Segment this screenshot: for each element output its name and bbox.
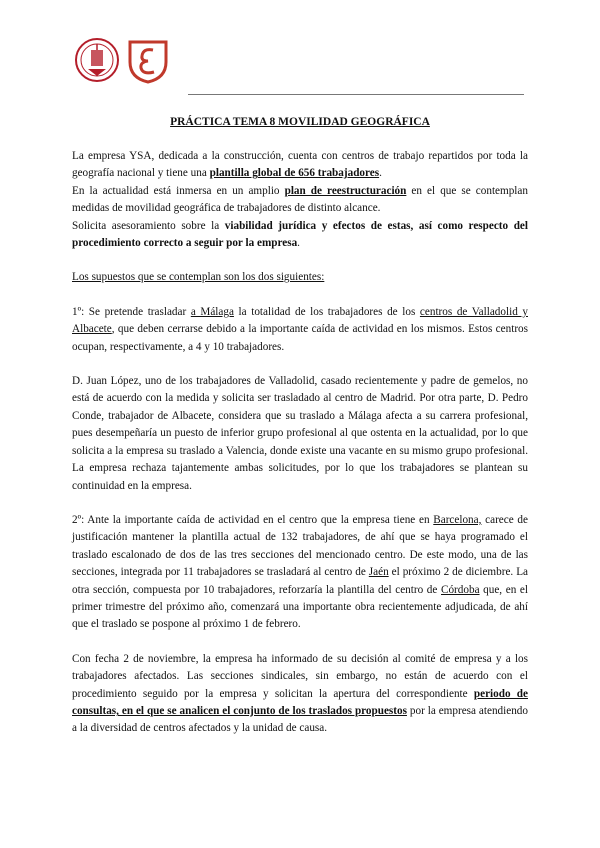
header-divider: [188, 94, 524, 95]
university-seal-icon: [74, 36, 120, 84]
page-title: PRÁCTICA TEMA 8 MOVILIDAD GEOGRÁFICA: [170, 116, 430, 128]
header-logos: [74, 36, 174, 86]
restructuring-highlight: plan de reestructuración: [284, 184, 407, 197]
consultation-highlight: periodo de consultas, en el que se analicen el conjunto de los traslados propuestos: [72, 687, 528, 717]
intro-paragraph-1: La empresa YSA, dedicada a la construcción, cuenta con centros de trabajo repartidos por toda la geografía nacional y tiene una plantilla global de 656 trabajadores.: [72, 150, 528, 180]
case-1-detail-paragraph: D. Juan López, uno de los trabajadores de Valladolid, casado recientemente y padre de gemelos, no está de acuerdo con la medida y solicita ser trasladado al centro de Madrid. Por otra parte, D. Pedro Conde, trabajador de Albacete, considera que su traslado a Málaga afecta a su carrera profesional, pues desempeñaría un puesto de inferior grupo profesional al que ostenta en la actualidad, por lo que solicita a la empresa su traslado a Valencia, donde existe una vacante en su mismo grupo profesional. La empresa rechaza tajantemente ambas solicitudes, por lo que los trabajadores se plantean su continuidad en la empresa.: [72, 375, 528, 492]
supuestos-heading: Los supuestos que se contemplan son los dos siguientes:: [72, 271, 325, 284]
case-2-paragraph: 2º: Ante la importante caída de actividad en el centro que la empresa tiene en Barcelona, carece de justificación mantener la plantilla actual de 132 trabajadores, de ahí que se haya programado el traslado escalonado de dos de las tres secciones del mencionado centro. De este modo, una de las secciones, integrada por 11 trabajadores se trasladará al centro de Jaén el próximo 2 de diciembre. La otra sección, compuesta por 10 trabajadores, reforzaría la plantilla del centro de Córdoba que, en el primer trimestre del próximo año, comenzará una importante obra recientemente adjudicada, de ahí que el traslado se pospone al próximo 1 de febrero.: [72, 513, 528, 631]
intro-paragraph-2: En la actualidad está inmersa en un amplio plan de reestructuración en el que se contemplan medidas de movilidad geográfica de trabajadores de distinto alcance.: [72, 184, 528, 215]
advice-highlight: viabilidad jurídica y efectos de estas, así como respecto del procedimiento correcto a seguir por la empresa: [72, 219, 528, 250]
document-body: [72, 148, 528, 738]
workforce-highlight: plantilla global de 656 trabajadores: [209, 167, 380, 180]
faculty-emblem-icon: [126, 36, 170, 84]
case-1-paragraph: 1º: Se pretende trasladar a Málaga la totalidad de los trabajadores de los centros de Valladolid y Albacete, que deben cerrarse debido a la importante caída de actividad en los mismos. Estos centros ocupan, respectivamente, a 4 y 10 trabajadores.: [72, 305, 528, 353]
closing-paragraph: Con fecha 2 de noviembre, la empresa ha informado de su decisión al comité de empresa y a los trabajadores afectados. Las secciones sindicales, sin embargo, no están de acuerdo con el procedimiento seguido por la empresa y solicitan la apertura del correspondiente periodo de consultas, en el que se analicen el conjunto de los traslados propuestos por la empresa atendiendo a la diversidad de centros afectados y la unidad de causa.: [72, 652, 528, 735]
intro-paragraph-3: Solicita asesoramiento sobre la viabilidad jurídica y efectos de estas, así como respecto del procedimiento correcto a seguir por la empresa.: [72, 219, 528, 250]
